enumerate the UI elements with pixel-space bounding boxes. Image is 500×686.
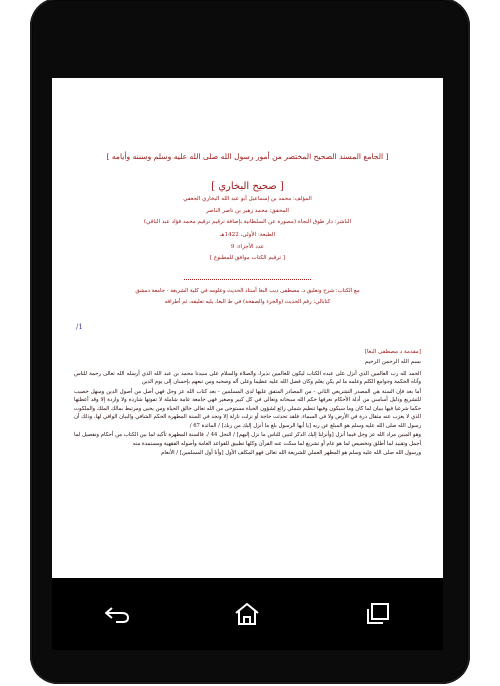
home-button[interactable] — [217, 594, 277, 634]
author-line: المؤلف: محمد بن إسماعيل أبو عبد الله البخاري الجعفي — [183, 196, 312, 202]
numbering-note: كتابالي: رقم الحديث (والجزء والصفحة) في ط البغا، يليه تعليقه، ثم أطرافه — [164, 299, 331, 305]
back-arrow-icon — [102, 602, 132, 626]
reader-screen[interactable] — [52, 78, 443, 578]
publisher-line: الناشر: دار طوق النجاة (مصورة عن السلطانية بإضافة ترقيم ترقيم محمد فؤاد عبد الباقي) — [143, 219, 352, 225]
paragraph: وهو المبين مراد الله عز وجل فيما أنزل [وأنزلنا إليك الذكر لتبين للناس ما نزل إليهم] / النحل 44 /. فالسنة المطهرة تأكيد لما بين الكتاب من أحكام وتفصيل لما أجمل وتقييد لما أطلق وتخصيص لما هو عام أو تشريع لما سكت عنه القرآن وكلها تطبيق للقواعد العامة وأصوله الفقهية ومستمدة منه — [74, 432, 421, 447]
volumes-line: عدد الأجزاء: 9 — [230, 244, 265, 250]
commentary-note: مع الكتاب: شرح وتعليق د. مصطفى ديب البغا أستاذ الحديث وعلومه في كلية الشريعة - جامعة دمشق — [135, 288, 360, 294]
basmala: بسم الله الرحمن الرحيم — [364, 359, 421, 365]
section-label: [مقدمة د مصطفى البغا] — [364, 349, 421, 355]
recent-apps-button[interactable] — [348, 594, 408, 634]
divider — [184, 279, 311, 280]
page-marker: /1 — [76, 323, 83, 331]
recent-apps-icon — [363, 602, 393, 626]
editor-line: المحقق: محمد زهير بن ناصر الناصر — [206, 208, 289, 214]
paragraph: الحمد لله رب العالمين الذي أنزل على عبده الكتاب ليكون للعالمين نذيرا، والصلاة والسلام على سيدنا محمد بن عبد الله الذي أرسله الله تعالى رحمة للناس وآتاه الحكمة وجوامع الكلم وعلمه ما لم يكن يعلم وكان فضل الله عليه عظيما وعلى آله وصحبه ومن تبعهم بإحسان إلى يوم الدين — [74, 371, 421, 386]
paragraph: ورسول الله صلى الله عليه وسلم هو المظهر العملي للشريعة الله تعالى فهو المكلف الأول [وأنا أول المسلمين] / الأنعام — [161, 450, 421, 457]
book-name: [ صحيح البخاري ] — [211, 181, 284, 192]
paragraph: أما بعد فإن السنة هي المصدر التشريعي الثاني - من المصادر المتفق عليها لدى المسلمين - بعد كتاب الله عز وجل فهي أصل من أصول الدين ومنهل خصيب للتشريع ودليل أساسي من أدلة الأحكام نعرفها حكم الله سبحانه وتعالى في كل كبير وصغير فهي جامعة عامة شاملة لا تفوتها شاردة ولا واردة إلا وقد أعطتها حكما شرعيا فيها ببيان لما كان وما سيكون وفيها تنظيم شملي رائع لشؤون الحياة مستوحى من الله تعالى خالق الحياة ومن يحيى ومرتبط بمالك الملك والملكوت الذي لا يعزب عنه مثقال ذرة في الأرض ولا في السماء. فلقد تحدثت حاجة أو نزلت نازلة إلا ونجد في السنة المطهرة الحكم الشافي والبيان الوافي لها. وذلك أن رسول الله صلى الله عليه وسلم هو المبلغ عن ربه [يا أيها الرسول بلغ ما أنزل إليك من ربك] / المائدة 67 / — [74, 389, 421, 429]
home-icon — [232, 602, 262, 626]
book-full-title: [ الجامع المسند الصحيح المختصر من أمور رسول الله صلى الله عليه وسلم وسننه وأيامه ] — [106, 152, 389, 161]
body-text — [74, 370, 421, 459]
edition-line: الطبعة: الأولى، 1422هـ — [219, 232, 276, 238]
numbering-line: [ ترقيم الكتاب موافق للمطبوع ] — [209, 255, 286, 261]
navigation-bar — [52, 578, 443, 650]
back-button[interactable] — [87, 594, 147, 634]
